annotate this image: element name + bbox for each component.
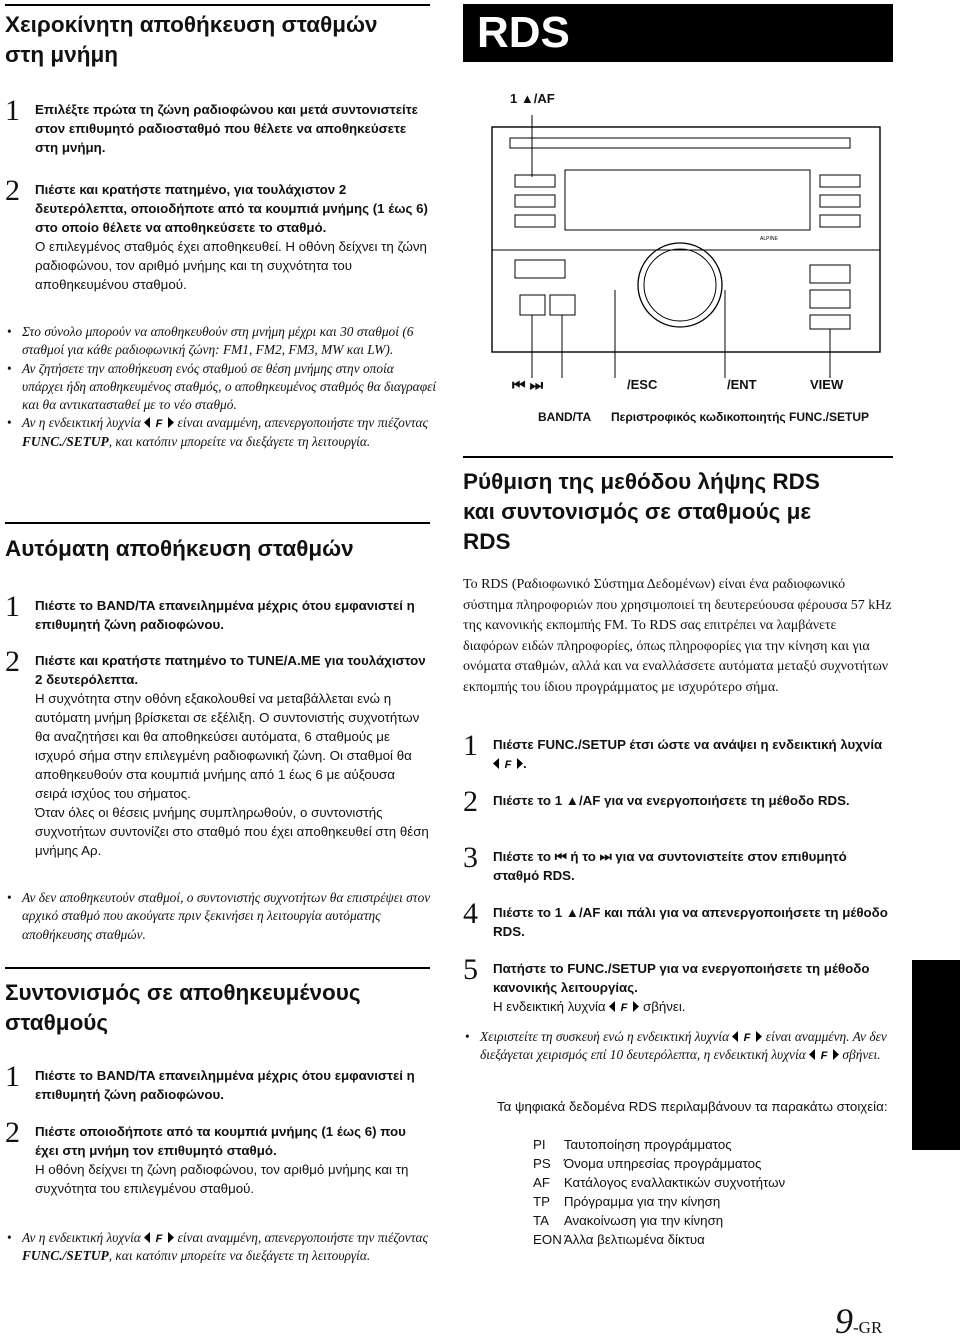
note-text: είναι αναμμένη. Αν δεν διεξάγεται χειρισμός επί 10 δευτερόλεπτα, η ενδεικτική λυχνία <box>480 1029 887 1063</box>
step-number: 1 <box>463 729 478 762</box>
section-title-manual-preset <box>5 10 435 70</box>
step-instruction: Επιλέξτε πρώτα τη ζώνη ραδιοφώνου και μετά συντονιστείτε στον επιθυμητό ραδιοσταθμό που θέλετε να αποθηκεύσετε στη μνήμη. <box>35 102 418 155</box>
rds-step-4 <box>463 897 893 941</box>
svg-text:F: F <box>744 1032 751 1043</box>
step-note: Όταν όλες οι θέσεις μνήμης συμπληρωθούν, ο συντονιστής συχνοτήτων συντονίζει στο σταθμό που έχει αποθηκευθεί στη θέση μνήμης Αρ. <box>35 805 429 858</box>
band-label: BAND/TA <box>538 410 592 424</box>
step-number: 1 <box>5 1060 20 1093</box>
step-1 <box>5 94 425 157</box>
note-bullet <box>463 1028 895 1065</box>
title-line: στη μνήμη <box>5 42 118 67</box>
title-line: RDS <box>463 529 511 554</box>
note-bullet: • Αν δεν αποθηκευτούν σταθμοί, ο συντονιστής συχνοτήτων θα επιστρέψει στον αρχικό σταθμό που ακούγατε πριν ξεκινήσει η λειτουργία αυτόματης αποθήκευσης σταθμών. <box>5 889 437 944</box>
page-number <box>835 1300 882 1338</box>
head-unit-diagram <box>480 100 890 390</box>
step-instruction: Πιέστε το 1 ▲/AF για να ενεργοποιήσετε τη μέθοδο RDS. <box>493 793 850 808</box>
table-cell: Κατάλογος εναλλακτικών συχνοτήτων <box>563 1175 786 1190</box>
step-note: Η ενδεικτική λυχνία <box>493 999 610 1014</box>
esc-label: /ESC <box>627 377 658 392</box>
page-number-suffix: -GR <box>853 1318 883 1337</box>
step-instruction: Πατήστε το FUNC./SETUP για να ενεργοποιήσετε τη μέθοδο κανονικής λειτουργίας. <box>493 961 870 995</box>
title-line: και συντονισμός σε σταθμούς με <box>463 499 812 524</box>
step-number: 2 <box>5 1116 20 1149</box>
step-2 <box>5 1116 430 1198</box>
rds-data-table <box>463 1134 787 1250</box>
svg-text:F: F <box>504 759 512 770</box>
table-cell: PI <box>533 1137 546 1152</box>
rds-step-1 <box>463 729 893 773</box>
diagram-label-af: 1 ▲/AF <box>510 91 555 106</box>
step-1 <box>5 1060 425 1104</box>
step-number: 2 <box>463 785 478 818</box>
step-note: Η οθόνη δείχνει τη ζώνη ραδιοφώνου, τον αριθμό μνήμης και τη συχνότητα του επιλεγμένου σταθμού. <box>35 1162 409 1196</box>
notes-list <box>5 323 437 451</box>
note-bullet: • Αν ζητήσετε την αποθήκευση ενός σταθμού σε θέση μνήμης στην οποία υπάρχει ήδη αποθηκευμένος σταθμός, ο αποθηκευμένος σταθμός θα διαγραφεί και θα αντικατασταθεί με το νέο σταθμό. <box>5 360 437 415</box>
step-number: 4 <box>463 897 478 930</box>
svg-text:F: F <box>155 418 163 430</box>
table-row <box>465 1155 785 1172</box>
section-title-rds <box>463 467 893 557</box>
note-text: Αν η ενδεικτική λυχνία <box>22 415 145 431</box>
step-instruction: Πιέστε και κρατήστε πατημένο, για τουλάχιστον 2 δευτερόλεπτα, οποιοδήποτε από τα κουμπιά μνήμης (1 έως 6) στο οποίο θέλετε να αποθηκεύσετε το σταθμό. <box>35 182 428 235</box>
rds-intro: Το RDS (Ραδιοφωνικό Σύστημα Δεδομένων) είναι ένα ραδιοφωνικό σύστημα πληροφοριών που χρησιμοποιεί τη δευτερεύουσα φέρουσα 57 kHz της κανονικής εκπομπής FM. Το RDS σας επιτρέπει να λαμβάνετε διαφόρων ειδών πληροφορίες, όπως πληροφορίες για την κίνηση και για ονόματα σταθμών, αλλά και να εναλλάσσετε αυτόματα μεταξύ συχνοτήτων εκπομπής του ίδιου προγράμματος με ισχυρότερο σήμα. <box>463 577 892 695</box>
table-cell: AF <box>533 1175 550 1190</box>
title-line: Χειροκίνητη αποθήκευση σταθμών <box>5 12 378 37</box>
notes-list <box>5 889 437 944</box>
step-instruction: . <box>523 756 527 771</box>
step-note: Η συχνότητα στην οθόνη εξακολουθεί να μεταβάλλεται ενώ η αυτόματη μνήμη βρίσκεται σε εξέλιξη. Ο συντονιστής συχνοτήτων θα αναζητήσει και θα αποθηκεύσει αυτόματα, 6 σταθμούς με ισχυρό σήμα στην επιλεγμένη ραδιοφωνική ζώνη. Οι σταθμοί θα αποθηκευθούν στα κουμπιά μνήμης από 1 έως 6 με αύξουσα σειρά ισχύος του σήματος. <box>35 691 420 801</box>
table-cell: Όνομα υπηρεσίας προγράμματος <box>563 1156 762 1171</box>
section-rule <box>5 4 430 6</box>
table-row <box>465 1231 785 1248</box>
step-2 <box>5 645 430 860</box>
af-indicator-icon <box>609 1000 639 1013</box>
table-row <box>465 1212 785 1229</box>
note-bullet: • Στο σύνολο μπορούν να αποθηκευθούν στη μνήμη μέχρι και 30 σταθμοί (6 σταθμοί για κάθε ραδιοφωνική ζώνη: FM1, FM2, FM3, MW και LW). <box>5 323 437 360</box>
section-banner: RDS <box>463 4 893 62</box>
table-cell: PS <box>533 1156 551 1171</box>
step-instruction: Πιέστε το BAND/TA επανειλημμένα μέχρις ότου εμφανιστεί η επιθυμητή ζώνη ραδιοφώνου. <box>35 1068 415 1102</box>
step-instruction: Πιέστε και κρατήστε πατημένο το TUNE/A.ME για τουλάχιστον 2 δευτερόλεπτα. <box>35 653 426 687</box>
table-cell: TA <box>533 1213 550 1228</box>
note-bullet <box>5 1229 437 1266</box>
section-title-tune-preset <box>5 978 435 1038</box>
table-row <box>465 1174 785 1191</box>
title-line: σταθμούς <box>5 1010 109 1035</box>
step-1 <box>5 590 425 634</box>
af-indicator-icon <box>144 416 174 429</box>
table-row <box>465 1136 785 1153</box>
notes-list <box>5 1229 437 1266</box>
af-indicator-icon <box>144 1231 174 1244</box>
table-cell: Πρόγραμμα για την κίνηση <box>563 1194 721 1209</box>
note-text: σβήνει. <box>839 1047 881 1063</box>
step-number: 1 <box>5 590 20 623</box>
note-strong: FUNC./SETUP <box>22 433 109 449</box>
rds-step-2 <box>463 785 893 818</box>
rds-notes <box>463 1028 895 1065</box>
step-number: 3 <box>463 841 478 874</box>
section-rule <box>5 522 430 524</box>
title-line: Συντονισμός σε αποθηκευμένους <box>5 980 361 1005</box>
side-tab <box>912 960 960 1150</box>
table-row <box>465 1193 785 1210</box>
svg-text:F: F <box>820 1050 828 1062</box>
step-number: 5 <box>463 953 478 986</box>
step-instruction: Πιέστε το BAND/TA επανειλημμένα μέχρις ότου εμφανιστεί η επιθυμητή ζώνη ραδιοφώνου. <box>35 598 415 632</box>
rotary-label: Περιστροφικός κωδικοποιητής FUNC./SETUP <box>611 410 869 424</box>
rds-table-intro: Τα ψηφιακά δεδομένα RDS περιλαμβάνουν τα παρακάτω στοιχεία: <box>497 1099 888 1114</box>
note-text: , και κατόπιν μπορείτε να διεξάγετε τη λειτουργία. <box>108 1248 371 1264</box>
table-cell: TP <box>533 1194 550 1209</box>
seek-buttons-label: ⏮ ⏭ <box>512 377 544 394</box>
step-number: 2 <box>5 174 20 207</box>
rds-step-3 <box>463 841 893 885</box>
note-text: είναι αναμμένη, απενεργοποιήστε την πιέζοντας <box>174 1230 428 1245</box>
table-cell: EON <box>533 1232 562 1247</box>
svg-text:ALPINE: ALPINE <box>760 236 778 242</box>
ent-label: /ENT <box>727 377 757 392</box>
step-number: 2 <box>5 645 20 678</box>
table-cell: Ανακοίνωση για την κίνηση <box>563 1213 724 1228</box>
section-rule <box>5 967 430 969</box>
page-number-digit: 9 <box>835 1301 853 1338</box>
note-bullet <box>5 414 437 451</box>
step-instruction: Πιέστε το ⏮ ή το ⏭ για να συντονιστείτε στον επιθυμητό σταθμό RDS. <box>493 849 847 883</box>
step-note: Ο επιλεγμένος σταθμός έχει αποθηκευθεί. Η οθόνη δείχνει τη ζώνη ραδιοφώνου, τον αριθμό μνήμης και τη συχνότητα του αποθηκευμένου σταθμού. <box>35 239 427 292</box>
table-cell: Άλλα βελτιωμένα δίκτυα <box>563 1232 705 1247</box>
note-text: Χειριστείτε τη συσκευή ενώ η ενδεικτική λυχνία <box>480 1029 733 1044</box>
section-title-auto-preset: Αυτόματη αποθήκευση σταθμών <box>5 536 354 561</box>
svg-text:F: F <box>620 1002 628 1013</box>
step-number: 1 <box>5 94 20 127</box>
note-strong: FUNC./SETUP <box>22 1248 109 1264</box>
step-note: σβήνει. <box>639 999 686 1014</box>
af-indicator-icon <box>493 757 523 770</box>
step-2 <box>5 174 430 294</box>
note-text: , και κατόπιν μπορείτε να διεξάγετε τη λειτουργία. <box>108 433 371 449</box>
step-instruction: Πιέστε το 1 ▲/AF και πάλι για να απενεργοποιήσετε τη μέθοδο RDS. <box>493 905 888 939</box>
view-label: VIEW <box>810 377 844 392</box>
title-line: Ρύθμιση της μεθόδου λήψης RDS <box>463 469 820 494</box>
step-instruction: Πιέστε οποιοδήποτε από τα κουμπιά μνήμης (1 έως 6) που έχει στη μνήμη τον επιθυμητό σταθμό. <box>35 1124 406 1158</box>
table-cell: Ταυτοποίηση προγράμματος <box>563 1137 732 1152</box>
step-instruction: Πιέστε FUNC./SETUP έτσι ώστε να ανάψει η ενδεικτική λυχνία <box>493 737 883 752</box>
note-text: Αν η ενδεικτική λυχνία <box>22 1230 145 1245</box>
svg-text:F: F <box>155 1233 163 1244</box>
note-text: είναι αναμμένη, απενεργοποιήστε την πιέζοντας <box>174 415 428 431</box>
af-indicator-icon <box>809 1048 839 1061</box>
rds-step-5 <box>463 953 893 1016</box>
af-indicator-icon <box>732 1030 762 1043</box>
section-rule <box>463 456 893 458</box>
